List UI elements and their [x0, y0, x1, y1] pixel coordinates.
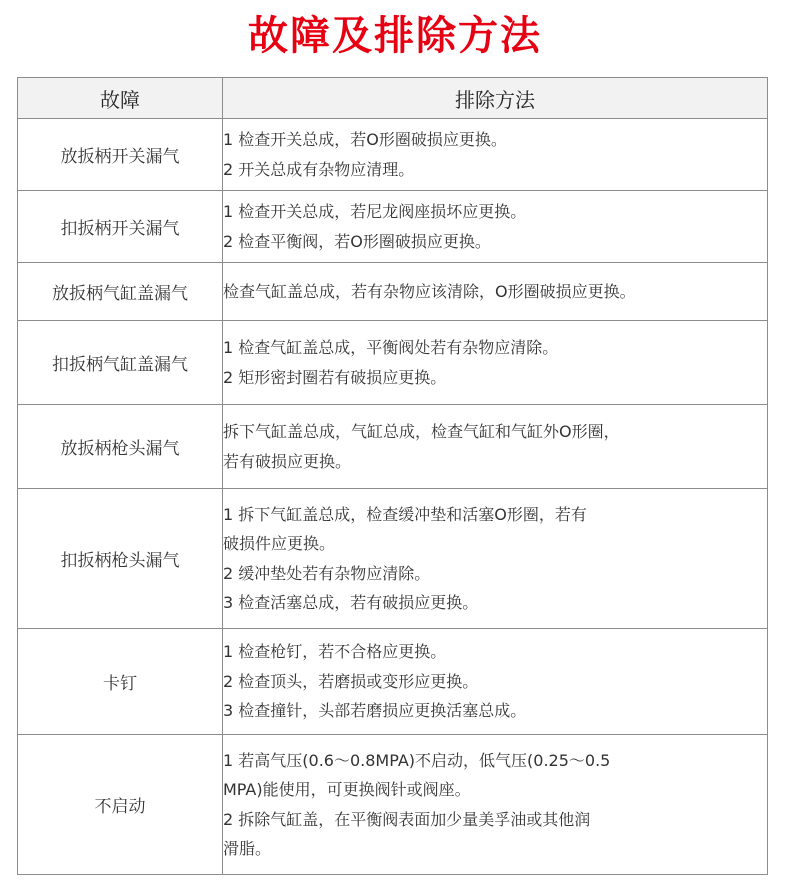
method-cell [223, 119, 768, 191]
method-line: 检查气缸盖总成，若有杂物应该清除，O形圈破损应更换。 [223, 281, 636, 301]
method-cell [223, 191, 768, 263]
table-row [18, 735, 768, 875]
method-line: 滑脂。 [223, 839, 272, 858]
table-row [18, 263, 768, 321]
method-line: 3 检查撞针，头部若磨损应更换活塞总成。 [223, 701, 527, 721]
table-row [18, 119, 768, 191]
method-line: 1 检查气缸盖总成，平衡阀处若有杂物应清除。 [223, 338, 559, 357]
fault-cell: 不启动 [18, 735, 223, 875]
method-line: 2 缓冲垫处若有杂物应清除。 [223, 563, 431, 583]
method-cell [223, 263, 768, 321]
fault-cell: 放扳柄气缸盖漏气 [18, 263, 223, 321]
page-title: 故障及排除方法 [248, 13, 542, 59]
header-method: 排除方法 [223, 78, 768, 119]
method-cell [223, 405, 768, 489]
table-row [18, 629, 768, 735]
method-line: MPA)能使用，可更换阀针或阀座。 [223, 780, 471, 799]
fault-cell: 扣扳柄气缸盖漏气 [18, 321, 223, 405]
method-cell [223, 735, 768, 875]
method-line: 1 检查开关总成，若O形圈破损应更换。 [223, 130, 507, 149]
method-line: 破损件应更换。 [223, 534, 336, 553]
method-line: 2 开关总成有杂物应清理。 [223, 159, 415, 179]
method-cell [223, 321, 768, 405]
table-row [18, 489, 768, 629]
method-line: 2 检查顶头，若磨损或变形应更换。 [223, 671, 479, 691]
method-line: 1 检查枪钉，若不合格应更换。 [223, 642, 447, 662]
method-line: 2 拆除气缸盖，在平衡阀表面加少量美孚油或其他润 [223, 809, 591, 829]
method-cell [223, 489, 768, 629]
table-header-row [18, 78, 768, 119]
fault-cell: 卡钉 [18, 629, 223, 735]
table-row [18, 191, 768, 263]
method-line: 若有破损应更换。 [223, 451, 352, 471]
fault-table [17, 77, 768, 875]
method-line: 3 检查活塞总成，若有破损应更换。 [223, 593, 479, 612]
method-line: 2 检查平衡阀，若O形圈破损应更换。 [223, 231, 491, 251]
fault-cell: 扣扳柄枪头漏气 [18, 489, 223, 629]
table-row [18, 405, 768, 489]
method-line: 2 矩形密封圈若有破损应更换。 [223, 367, 447, 387]
method-line: 1 拆下气缸盖总成，检查缓冲垫和活塞O形圈，若有 [223, 504, 587, 524]
method-line: 1 若高气压(0.6～0.8MPA)不启动，低气压(0.25～0.5 [223, 750, 611, 770]
fault-cell: 扣扳柄开关漏气 [18, 191, 223, 263]
table-body [18, 119, 768, 875]
method-cell [223, 629, 768, 735]
fault-cell: 放扳柄开关漏气 [18, 119, 223, 191]
method-line: 1 检查开关总成，若尼龙阀座损坏应更换。 [223, 202, 527, 221]
header-fault: 故障 [18, 78, 223, 119]
method-line: 拆下气缸盖总成，气缸总成，检查气缸和气缸外O形圈， [223, 422, 620, 441]
fault-cell: 放扳柄枪头漏气 [18, 405, 223, 489]
table-row [18, 321, 768, 405]
